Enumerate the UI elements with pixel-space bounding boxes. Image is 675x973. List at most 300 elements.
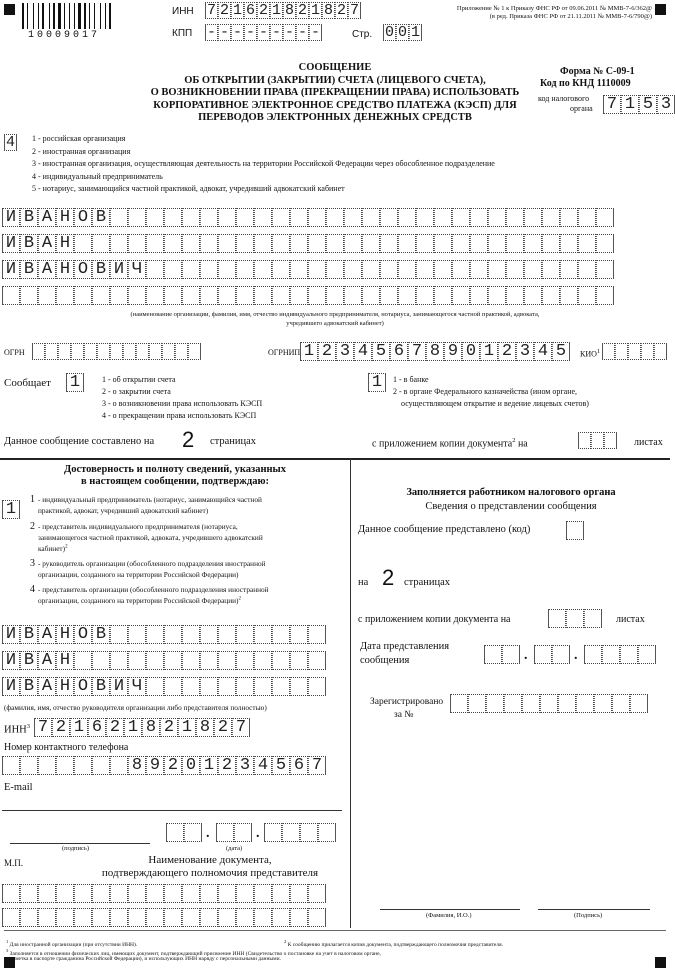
char-cell[interactable]: 4 <box>5 134 15 151</box>
char-cell[interactable] <box>452 234 470 253</box>
char-cell[interactable] <box>470 260 488 279</box>
char-cell[interactable] <box>164 260 182 279</box>
char-cell[interactable]: 4 <box>354 342 372 361</box>
char-cell[interactable] <box>578 260 596 279</box>
signature-line[interactable] <box>10 843 150 844</box>
char-cell[interactable] <box>272 260 290 279</box>
char-cell[interactable] <box>272 651 290 670</box>
char-cell[interactable] <box>74 286 92 305</box>
char-cell[interactable] <box>110 625 128 644</box>
account-place-cell[interactable] <box>368 373 386 392</box>
document-name-row[interactable] <box>2 908 326 927</box>
char-cell[interactable]: И <box>2 208 20 227</box>
char-cell[interactable] <box>506 208 524 227</box>
char-cell[interactable] <box>146 677 164 696</box>
char-cell[interactable] <box>542 260 560 279</box>
char-cell[interactable] <box>542 208 560 227</box>
char-cell[interactable] <box>506 260 524 279</box>
char-cell[interactable] <box>97 343 110 360</box>
char-cell[interactable] <box>524 286 542 305</box>
char-cell[interactable] <box>326 234 344 253</box>
char-cell[interactable] <box>110 234 128 253</box>
char-cell[interactable] <box>218 908 236 927</box>
char-cell[interactable] <box>2 756 20 775</box>
char-cell[interactable] <box>548 609 566 628</box>
char-cell[interactable]: И <box>110 260 128 279</box>
char-cell[interactable] <box>38 286 56 305</box>
char-cell[interactable]: 1 <box>368 373 386 392</box>
char-cell[interactable] <box>110 651 128 670</box>
char-cell[interactable]: В <box>20 208 38 227</box>
char-cell[interactable] <box>380 260 398 279</box>
char-cell[interactable] <box>123 343 136 360</box>
char-cell[interactable] <box>452 260 470 279</box>
char-cell[interactable] <box>308 625 326 644</box>
char-cell[interactable]: 2 <box>52 718 70 737</box>
char-cell[interactable] <box>540 694 558 713</box>
char-cell[interactable] <box>254 651 272 670</box>
char-cell[interactable] <box>398 234 416 253</box>
char-cell[interactable] <box>272 625 290 644</box>
char-cell[interactable] <box>45 343 58 360</box>
char-cell[interactable]: 8 <box>426 342 444 361</box>
char-cell[interactable]: И <box>2 260 20 279</box>
char-cell[interactable] <box>290 208 308 227</box>
char-cell[interactable]: 2 <box>218 756 236 775</box>
char-cell[interactable]: 1 <box>2 500 20 519</box>
char-cell[interactable] <box>218 208 236 227</box>
char-cell[interactable] <box>236 286 254 305</box>
char-cell[interactable] <box>164 651 182 670</box>
char-cell[interactable]: Н <box>56 651 74 670</box>
email-line[interactable] <box>2 810 342 811</box>
char-cell[interactable]: 2 <box>164 756 182 775</box>
char-cell[interactable] <box>182 884 200 903</box>
char-cell[interactable] <box>326 286 344 305</box>
reports-cell[interactable] <box>66 373 84 392</box>
char-cell[interactable] <box>524 260 542 279</box>
char-cell[interactable] <box>434 208 452 227</box>
char-cell[interactable]: 8 <box>196 718 214 737</box>
char-cell[interactable] <box>146 908 164 927</box>
date-year-cells[interactable] <box>264 823 336 842</box>
char-cell[interactable] <box>604 432 617 449</box>
char-cell[interactable] <box>56 756 74 775</box>
char-cell[interactable] <box>92 651 110 670</box>
char-cell[interactable] <box>596 286 614 305</box>
char-cell[interactable] <box>290 625 308 644</box>
char-cell[interactable] <box>566 609 584 628</box>
org-type-cell[interactable] <box>4 134 17 151</box>
char-cell[interactable] <box>136 343 149 360</box>
char-cell[interactable] <box>128 884 146 903</box>
char-cell[interactable]: 7 <box>34 718 52 737</box>
char-cell[interactable] <box>218 260 236 279</box>
char-cell[interactable] <box>558 694 576 713</box>
char-cell[interactable] <box>615 343 628 360</box>
char-cell[interactable]: В <box>20 651 38 670</box>
char-cell[interactable] <box>612 694 630 713</box>
char-cell[interactable] <box>164 625 182 644</box>
char-cell[interactable] <box>56 908 74 927</box>
char-cell[interactable]: 5 <box>372 342 390 361</box>
char-cell[interactable] <box>488 286 506 305</box>
char-cell[interactable] <box>502 645 520 664</box>
char-cell[interactable] <box>110 208 128 227</box>
char-cell[interactable]: А <box>38 677 56 696</box>
char-cell[interactable] <box>164 286 182 305</box>
char-cell[interactable]: Н <box>56 625 74 644</box>
char-cell[interactable]: 1 <box>70 718 88 737</box>
char-cell[interactable] <box>584 645 602 664</box>
char-cell[interactable] <box>200 884 218 903</box>
char-cell[interactable] <box>638 645 656 664</box>
char-cell[interactable] <box>524 208 542 227</box>
char-cell[interactable] <box>182 260 200 279</box>
char-cell[interactable] <box>146 208 164 227</box>
char-cell[interactable]: 5 <box>272 756 290 775</box>
char-cell[interactable] <box>308 677 326 696</box>
char-cell[interactable] <box>92 908 110 927</box>
char-cell[interactable] <box>290 884 308 903</box>
char-cell[interactable] <box>149 343 162 360</box>
char-cell[interactable]: 7 <box>408 342 426 361</box>
char-cell[interactable] <box>488 260 506 279</box>
char-cell[interactable] <box>164 908 182 927</box>
char-cell[interactable]: Ч <box>128 260 146 279</box>
char-cell[interactable] <box>58 343 71 360</box>
char-cell[interactable] <box>56 286 74 305</box>
char-cell[interactable] <box>200 234 218 253</box>
char-cell[interactable] <box>552 645 570 664</box>
char-cell[interactable]: 3 <box>236 756 254 775</box>
char-cell[interactable] <box>164 884 182 903</box>
char-cell[interactable]: А <box>38 625 56 644</box>
char-cell[interactable] <box>264 823 282 842</box>
char-cell[interactable] <box>164 234 182 253</box>
char-cell[interactable] <box>272 286 290 305</box>
char-cell[interactable] <box>542 234 560 253</box>
char-cell[interactable] <box>128 908 146 927</box>
char-cell[interactable] <box>594 694 612 713</box>
char-cell[interactable]: О <box>74 260 92 279</box>
char-cell[interactable]: 7 <box>308 756 326 775</box>
char-cell[interactable] <box>308 884 326 903</box>
char-cell[interactable] <box>290 260 308 279</box>
char-cell[interactable] <box>200 651 218 670</box>
char-cell[interactable]: А <box>38 234 56 253</box>
char-cell[interactable] <box>584 609 602 628</box>
char-cell[interactable]: 2 <box>214 718 232 737</box>
char-cell[interactable] <box>308 260 326 279</box>
char-cell[interactable] <box>128 286 146 305</box>
char-cell[interactable] <box>182 234 200 253</box>
char-cell[interactable] <box>282 823 300 842</box>
char-cell[interactable]: 6 <box>390 342 408 361</box>
char-cell[interactable] <box>290 677 308 696</box>
char-cell[interactable]: Н <box>56 208 74 227</box>
char-cell[interactable] <box>308 908 326 927</box>
char-cell[interactable] <box>450 694 468 713</box>
ogrnip-cells[interactable] <box>300 342 570 361</box>
char-cell[interactable] <box>216 823 234 842</box>
char-cell[interactable] <box>218 625 236 644</box>
char-cell[interactable]: 2 <box>160 718 178 737</box>
char-cell[interactable]: О <box>74 625 92 644</box>
char-cell[interactable] <box>362 260 380 279</box>
char-cell[interactable] <box>74 651 92 670</box>
char-cell[interactable] <box>166 823 184 842</box>
char-cell[interactable] <box>38 908 56 927</box>
char-cell[interactable] <box>200 286 218 305</box>
char-cell[interactable] <box>398 260 416 279</box>
char-cell[interactable] <box>362 208 380 227</box>
confirmer-type-cell[interactable] <box>2 500 20 519</box>
char-cell[interactable]: Ч <box>128 677 146 696</box>
char-cell[interactable]: 1 <box>480 342 498 361</box>
char-cell[interactable]: 1 <box>178 718 196 737</box>
char-cell[interactable] <box>290 651 308 670</box>
char-cell[interactable]: 1 <box>124 718 142 737</box>
char-cell[interactable] <box>344 286 362 305</box>
char-cell[interactable] <box>272 884 290 903</box>
char-cell[interactable] <box>308 208 326 227</box>
char-cell[interactable] <box>236 884 254 903</box>
char-cell[interactable] <box>146 625 164 644</box>
char-cell[interactable]: 6 <box>290 756 308 775</box>
char-cell[interactable] <box>146 884 164 903</box>
char-cell[interactable] <box>74 756 92 775</box>
char-cell[interactable] <box>236 234 254 253</box>
char-cell[interactable] <box>182 208 200 227</box>
char-cell[interactable] <box>254 677 272 696</box>
char-cell[interactable]: 0 <box>182 756 200 775</box>
char-cell[interactable]: А <box>38 260 56 279</box>
char-cell[interactable] <box>290 286 308 305</box>
attachment-sheets-cells[interactable] <box>578 432 617 449</box>
char-cell[interactable]: О <box>74 208 92 227</box>
char-cell[interactable] <box>468 694 486 713</box>
char-cell[interactable] <box>218 286 236 305</box>
char-cell[interactable] <box>200 677 218 696</box>
char-cell[interactable] <box>20 756 38 775</box>
char-cell[interactable] <box>184 823 202 842</box>
char-cell[interactable] <box>560 286 578 305</box>
submission-month-cells[interactable] <box>534 645 570 664</box>
char-cell[interactable] <box>236 677 254 696</box>
officer-name-line[interactable] <box>380 909 520 910</box>
char-cell[interactable]: 2 <box>106 718 124 737</box>
char-cell[interactable] <box>272 234 290 253</box>
name-row[interactable] <box>2 208 614 227</box>
char-cell[interactable] <box>254 260 272 279</box>
char-cell[interactable] <box>254 625 272 644</box>
char-cell[interactable]: 9 <box>444 342 462 361</box>
char-cell[interactable] <box>290 234 308 253</box>
submission-year-cells[interactable] <box>584 645 656 664</box>
char-cell[interactable] <box>74 884 92 903</box>
char-cell[interactable] <box>578 286 596 305</box>
char-cell[interactable]: 1 <box>300 342 318 361</box>
char-cell[interactable]: И <box>2 625 20 644</box>
char-cell[interactable] <box>200 625 218 644</box>
signer-name-row[interactable] <box>2 677 326 696</box>
char-cell[interactable] <box>254 234 272 253</box>
char-cell[interactable]: 3 <box>516 342 534 361</box>
signer-name-row[interactable] <box>2 651 326 670</box>
char-cell[interactable]: Н <box>56 677 74 696</box>
registration-number-cells[interactable] <box>450 694 648 713</box>
char-cell[interactable] <box>470 286 488 305</box>
char-cell[interactable] <box>308 286 326 305</box>
char-cell[interactable]: 8 <box>128 756 146 775</box>
char-cell[interactable] <box>362 286 380 305</box>
signer-name-row[interactable] <box>2 625 326 644</box>
char-cell[interactable] <box>630 694 648 713</box>
char-cell[interactable] <box>628 343 641 360</box>
char-cell[interactable] <box>602 645 620 664</box>
char-cell[interactable] <box>218 234 236 253</box>
char-cell[interactable] <box>416 208 434 227</box>
char-cell[interactable] <box>164 677 182 696</box>
char-cell[interactable] <box>398 208 416 227</box>
char-cell[interactable] <box>362 234 380 253</box>
char-cell[interactable] <box>128 625 146 644</box>
char-cell[interactable] <box>591 432 604 449</box>
char-cell[interactable] <box>416 260 434 279</box>
date-month-cells[interactable] <box>216 823 252 842</box>
char-cell[interactable] <box>578 432 591 449</box>
char-cell[interactable] <box>2 286 20 305</box>
name-row[interactable] <box>2 234 614 253</box>
char-cell[interactable] <box>620 645 638 664</box>
char-cell[interactable] <box>20 286 38 305</box>
char-cell[interactable] <box>71 343 84 360</box>
char-cell[interactable] <box>596 260 614 279</box>
char-cell[interactable] <box>20 884 38 903</box>
char-cell[interactable]: В <box>20 677 38 696</box>
right-attach-cells[interactable] <box>548 609 602 628</box>
char-cell[interactable] <box>92 286 110 305</box>
officer-signature-line[interactable] <box>538 909 650 910</box>
char-cell[interactable] <box>200 208 218 227</box>
char-cell[interactable] <box>92 884 110 903</box>
char-cell[interactable] <box>452 286 470 305</box>
char-cell[interactable] <box>182 286 200 305</box>
char-cell[interactable] <box>162 343 175 360</box>
char-cell[interactable]: В <box>92 208 110 227</box>
char-cell[interactable] <box>380 286 398 305</box>
char-cell[interactable]: И <box>2 234 20 253</box>
char-cell[interactable] <box>236 651 254 670</box>
char-cell[interactable] <box>110 884 128 903</box>
char-cell[interactable]: В <box>92 677 110 696</box>
char-cell[interactable] <box>92 756 110 775</box>
char-cell[interactable] <box>596 208 614 227</box>
char-cell[interactable] <box>602 343 615 360</box>
char-cell[interactable]: А <box>38 208 56 227</box>
char-cell[interactable]: 8 <box>142 718 160 737</box>
char-cell[interactable] <box>218 677 236 696</box>
char-cell[interactable] <box>578 234 596 253</box>
char-cell[interactable] <box>234 823 252 842</box>
char-cell[interactable] <box>272 208 290 227</box>
char-cell[interactable] <box>236 625 254 644</box>
char-cell[interactable] <box>146 260 164 279</box>
date-day-cells[interactable] <box>166 823 202 842</box>
char-cell[interactable] <box>200 908 218 927</box>
char-cell[interactable] <box>308 651 326 670</box>
char-cell[interactable]: Н <box>56 234 74 253</box>
char-cell[interactable]: 1 <box>200 756 218 775</box>
char-cell[interactable] <box>484 645 502 664</box>
char-cell[interactable] <box>641 343 654 360</box>
char-cell[interactable] <box>380 208 398 227</box>
char-cell[interactable] <box>200 260 218 279</box>
char-cell[interactable] <box>596 234 614 253</box>
char-cell[interactable]: О <box>74 677 92 696</box>
signer-inn-cells[interactable] <box>34 718 250 737</box>
char-cell[interactable] <box>254 908 272 927</box>
document-name-row[interactable] <box>2 884 326 903</box>
name-row[interactable] <box>2 286 614 305</box>
char-cell[interactable]: А <box>38 651 56 670</box>
char-cell[interactable] <box>146 286 164 305</box>
char-cell[interactable]: 2 <box>498 342 516 361</box>
char-cell[interactable] <box>398 286 416 305</box>
char-cell[interactable] <box>110 286 128 305</box>
char-cell[interactable] <box>566 521 584 540</box>
char-cell[interactable] <box>128 234 146 253</box>
char-cell[interactable]: В <box>20 234 38 253</box>
char-cell[interactable] <box>326 260 344 279</box>
char-cell[interactable] <box>175 343 188 360</box>
char-cell[interactable]: 3 <box>336 342 354 361</box>
char-cell[interactable] <box>56 884 74 903</box>
char-cell[interactable] <box>578 208 596 227</box>
char-cell[interactable] <box>110 908 128 927</box>
char-cell[interactable]: 6 <box>88 718 106 737</box>
char-cell[interactable] <box>92 234 110 253</box>
char-cell[interactable] <box>110 343 123 360</box>
char-cell[interactable] <box>308 234 326 253</box>
char-cell[interactable] <box>2 884 20 903</box>
char-cell[interactable] <box>542 286 560 305</box>
char-cell[interactable] <box>300 823 318 842</box>
char-cell[interactable] <box>416 234 434 253</box>
char-cell[interactable] <box>218 651 236 670</box>
char-cell[interactable] <box>344 260 362 279</box>
char-cell[interactable]: 2 <box>318 342 336 361</box>
phone-cells[interactable] <box>2 756 326 775</box>
char-cell[interactable] <box>290 908 308 927</box>
presented-code-cell[interactable] <box>566 521 584 540</box>
char-cell[interactable]: 4 <box>254 756 272 775</box>
char-cell[interactable] <box>182 625 200 644</box>
char-cell[interactable] <box>38 884 56 903</box>
char-cell[interactable] <box>188 343 201 360</box>
char-cell[interactable]: 5 <box>552 342 570 361</box>
char-cell[interactable] <box>524 234 542 253</box>
char-cell[interactable] <box>74 908 92 927</box>
char-cell[interactable] <box>318 823 336 842</box>
ogrn-cells[interactable] <box>32 343 201 360</box>
char-cell[interactable] <box>504 694 522 713</box>
char-cell[interactable] <box>254 286 272 305</box>
char-cell[interactable] <box>344 234 362 253</box>
char-cell[interactable]: И <box>2 651 20 670</box>
char-cell[interactable] <box>452 208 470 227</box>
